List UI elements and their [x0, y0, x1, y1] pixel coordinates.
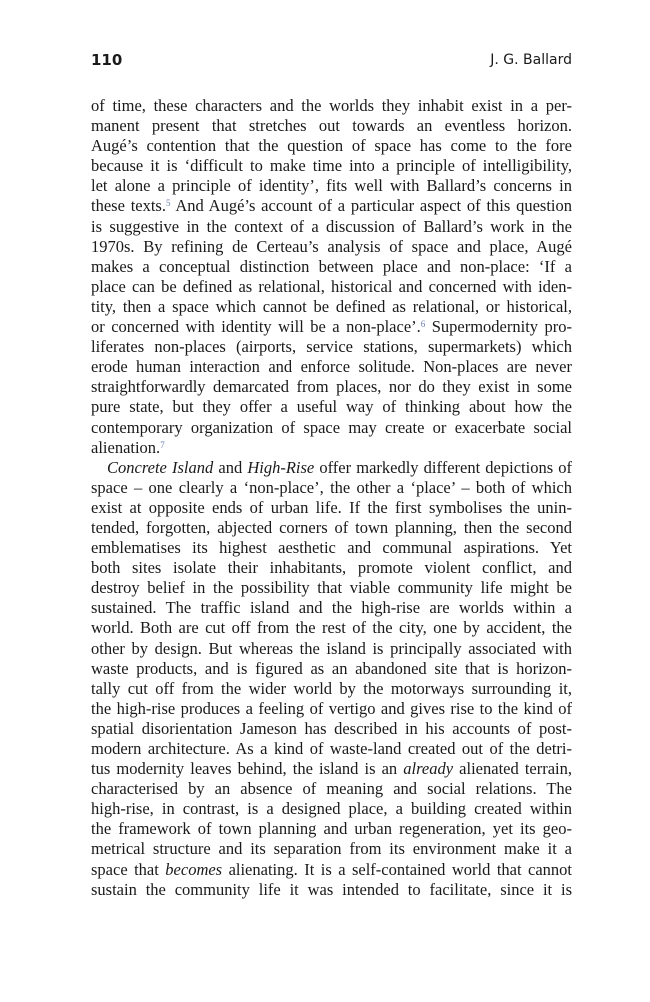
text-line: sustained. The traffic island and the high-rise are worlds within a	[91, 598, 572, 618]
text-line: tus modernity leaves behind, the island is an already alienated terrain,	[91, 759, 573, 779]
text-line: erode human interaction and enforce solitude. Non-places are never	[91, 357, 572, 377]
text-line: characterised by an absence of meaning and social relations. The	[91, 779, 572, 799]
text-line: space that becomes alienating. It is a self-contained world that cannot	[91, 859, 572, 879]
text-line: sustain the community life it was intended to facilitate, since it is	[91, 879, 572, 899]
text-line: straightforwardly demarcated from places, nor do they exist in some	[91, 377, 572, 397]
text-line: these texts.$^5$ And Augé’s account of a particular aspect of this question	[91, 196, 572, 216]
text-line: destroy belief in the possibility that viable community life might be	[91, 578, 572, 598]
text-line: of time, these characters and the worlds they inhabit exist in a per-	[91, 96, 572, 115]
book-title: Concrete Island	[107, 457, 214, 477]
body-text	[91, 96, 572, 900]
footnote-marker[interactable]: 7	[160, 439, 165, 450]
text-line: other by design. But whereas the island is principally associated with	[91, 638, 572, 658]
text-line: Augé’s contention that the question of space has come to the fore	[91, 136, 572, 156]
text-line: the high-rise produces a feeling of vertigo and gives rise to the kind of	[91, 698, 572, 718]
text-line: tended, forgotten, abjected corners of town planning, then the second	[91, 517, 572, 537]
text-line: spatial disorientation Jameson has described in his accounts of post-	[91, 718, 572, 738]
text-line: or concerned with identity will be a non-place’.$^6$ Supermodernity pro-	[91, 317, 572, 337]
running-head: J. G. Ballard	[490, 52, 572, 68]
text-line: waste products, and is figured as an abandoned site that is horizon-	[91, 658, 572, 678]
text-line: Concrete Island and High-Rise offer markedly different depictions of	[107, 457, 572, 477]
text-line: tity, then a space which cannot be defined as relational, or historical,	[91, 296, 572, 316]
emphasis: already	[403, 759, 454, 779]
text-line: metrical structure and its separation from its environment make it a	[91, 839, 572, 859]
text-line: both sites isolate their inhabitants, promote violent conflict, and	[91, 558, 572, 578]
text-line: pure state, but they offer a useful way of thinking about how the	[91, 397, 572, 417]
emphasis: becomes	[165, 859, 223, 879]
text-line: place can be defined as relational, historical and concerned with iden-	[91, 276, 572, 296]
text-line: the framework of town planning and urban regeneration, yet its geo-	[91, 819, 572, 839]
text-line: contemporary organization of space may create or exacerbate social	[91, 417, 572, 437]
footnote-marker[interactable]: 5	[165, 198, 171, 209]
page-header	[91, 50, 572, 72]
text-line: makes a conceptual distinction between place and non-place: ‘If a	[91, 256, 572, 276]
footnote-marker[interactable]: 6	[420, 319, 426, 330]
text-line: alienation.$^7$	[91, 437, 165, 457]
text-line: space – one clearly a ‘non-place’, the other a ‘place’ – both of which	[91, 477, 572, 497]
text-line: let alone a principle of identity’, fits well with Ballard’s concerns in	[91, 176, 572, 196]
text-line: high-rise, in contrast, is a designed place, a building created within	[91, 799, 572, 819]
text-line: modern architecture. As a kind of waste-land created out of the detri-	[91, 739, 572, 758]
page-number: 110	[91, 51, 123, 69]
text-line: is suggestive in the context of a discussion of Ballard’s work in the	[91, 216, 572, 236]
text-line: world. Both are cut off from the rest of the city, one by accident, the	[91, 618, 572, 638]
text-line: tally cut off from the wider world by the motorways surrounding it,	[91, 678, 572, 698]
text-line: manent present that stretches out towards an eventless horizon.	[91, 116, 572, 136]
text-line: emblematises its highest aesthetic and communal aspirations. Yet	[91, 538, 572, 558]
text-line: exist at opposite ends of urban life. If the first symbolises the unin-	[91, 497, 572, 517]
text-line: because it is ‘difficult to make time into a principle of intelligibility,	[91, 156, 572, 176]
book-title: High-Rise	[247, 457, 315, 477]
text-line: 1970s. By refining de Certeau’s analysis of space and place, Augé	[91, 236, 572, 256]
text-line: liferates non-places (airports, service stations, supermarkets) which	[91, 337, 572, 357]
